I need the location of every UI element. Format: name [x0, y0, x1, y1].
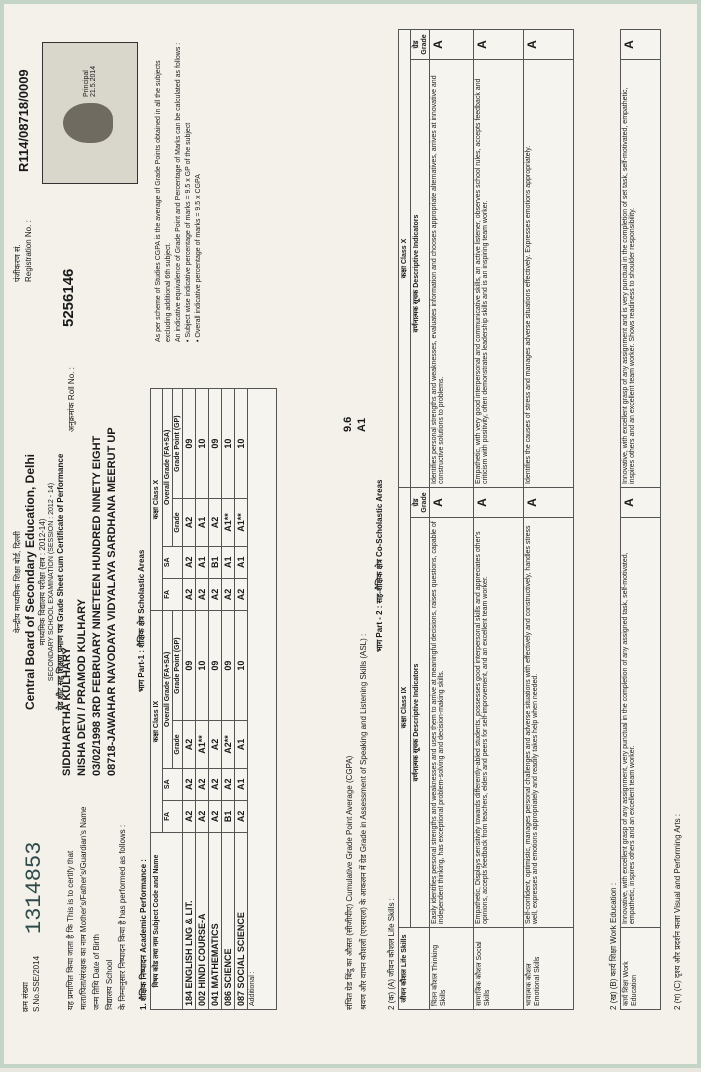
grade-cell: A2 [183, 721, 196, 768]
grade-cell: B1 [222, 800, 235, 832]
exam-title: SECONDARY SCHOOL EXAMINATION (SESSION : 2012 - 14) [48, 482, 55, 682]
grade-cell: A1** [196, 721, 209, 768]
skill-grade: A [524, 487, 574, 517]
skill-grade: A [474, 487, 524, 517]
dob-label: जन्म तिथि Date of Birth [92, 934, 101, 1010]
work-grade: A [621, 488, 661, 518]
work-name: कार्य शिक्षा Work Education [621, 928, 661, 1010]
serial-number: 1314853 [22, 841, 47, 934]
grade-cell: A2 [235, 800, 248, 832]
col-head: Grade [173, 499, 183, 546]
grade-cell: A2 [183, 578, 196, 610]
col-head: Grade Point (GP) [173, 611, 183, 721]
subject-cell: 086 SCIENCE [222, 833, 235, 1010]
subject-head: विषय कोड तथा नाम Subject Code and Name [151, 833, 183, 1010]
subject-cell: 041 MATHEMATICS [209, 833, 222, 1010]
table-row [524, 29, 574, 1009]
grade-cell: A2 [196, 768, 209, 800]
grade-cell: A1** [235, 499, 248, 546]
note: • Subject wise indicative percentage of marks = 9.5 x GP of the subject [185, 122, 192, 342]
grade-cell: A2 [183, 499, 196, 546]
grade-cell: A1 [235, 546, 248, 578]
photo-stamp: Principal 21.5.2014 [83, 65, 97, 97]
certificate-title: ग्रेड शीट सह शिक्षण प्रमाण पत्र Grade Sheet cum Certificate of Performance [56, 453, 65, 711]
table-row [474, 29, 524, 1009]
note: As per scheme of Studies CGPA is the average of Grade Points obtained in all the subjects excluding additional 6th subject. [155, 60, 172, 342]
grade-cell: A2 [183, 800, 196, 832]
person-silhouette-icon [63, 103, 113, 143]
board-hindi: केन्द्रीय माध्यमिक शिक्षा बोर्ड, दिल्ली [13, 531, 22, 633]
sno-label: S.No.SSE/2014 [32, 955, 41, 1012]
grade-cell: 09 [183, 611, 196, 721]
work-education-head: 2 (ख) (B) कार्य शिक्षा Work Education : [609, 882, 618, 1010]
roll-label: अनुक्रमांक Roll No. : [67, 367, 76, 432]
scholastic-table [150, 388, 277, 1010]
col-head: Grade Point (GP) [173, 389, 183, 499]
skill-desc: Self-confident, optimistic, manages personal challenges and adverse situations with effectively and constructively, handles stress well, expresses and emotions appropriately and readily takes help when needed. [524, 518, 574, 928]
board-title: Central Board of Secondary Education, Delhi [23, 453, 37, 711]
grade-cell: A2 [222, 578, 235, 610]
skill-desc: Identifies personal strengths and weaknesses, evaluates information and chooses appropriate alternatives, arrives at innovative and constructive solutions to problems. [430, 59, 474, 487]
skill-name: चिंतन कौशल Thinking Skills [430, 928, 474, 1010]
table-row [430, 29, 474, 1009]
grade-cell: A1 [235, 721, 248, 768]
reg-label: Registration No. : [24, 220, 33, 282]
skill-grade: A [524, 29, 574, 59]
desc-head: वर्णनात्मक सूचक Descriptive Indicators [411, 518, 430, 928]
work-desc: Innovative, with excellent grasp of any assignment, very punctual in the completion of any assigned task, self-motivated, empathetic, inspires others and an excellent team worker. [621, 518, 661, 928]
grade-cell: A2 [209, 768, 222, 800]
desc-head: वर्णनात्मक सूचक Descriptive Indicators [411, 59, 430, 487]
table-row [621, 30, 661, 1010]
grade-cell: 09 [183, 389, 196, 499]
grade-head: ग्रेड Grade [411, 29, 430, 59]
student-name: SIDDHARTHA KULHARY [61, 647, 73, 776]
grade-cell: A2 [209, 800, 222, 832]
col-head: Grade [173, 721, 183, 768]
subject-cell: 087 SOCIAL SCIENCE [235, 833, 248, 1010]
overall-head: Overall Grade (FA+SA) [163, 389, 173, 547]
reg-hindi: पंजीकरण सं. [13, 244, 22, 282]
grade-cell: 10 [196, 611, 209, 721]
grade-head: ग्रेड Grade [411, 487, 430, 517]
skill-grade: A [430, 487, 474, 517]
grade-cell: A2 [235, 578, 248, 610]
part1-title: भाग Part-1 : शैक्षिक क्षेत्र Scholastic Areas [137, 549, 146, 692]
note: An indicative equivalence of Grade Point and Percentage of Marks can be calculated as follows : [175, 42, 182, 342]
grade-cell: A2 [222, 768, 235, 800]
col-head: FA [163, 578, 183, 610]
school-label: विद्यालय School [105, 959, 114, 1010]
class9-head: कक्षा Class IX [151, 611, 163, 833]
grade-cell: 10 [196, 389, 209, 499]
parents-label: माता/पिता/संरक्षक का नाम Mother's/Father's/Guardian's Name [79, 806, 88, 1010]
table-row [209, 389, 222, 1010]
skill-desc: Easily identifies personal strengths and weaknesses and uses them to arrive at meaningful decisions, raises questions, capable of independent thinking, has exceptional problem-solving and decision-making skills. [430, 518, 474, 928]
cgpa-value: 9.6 [342, 416, 354, 432]
table-row [196, 389, 209, 1010]
grade-cell: A2 [209, 721, 222, 768]
life-skills-col: जीवन कौशल Life Skills [399, 928, 430, 1010]
subject-cell: 002 HINDI COURSE-A [196, 833, 209, 1010]
skill-grade: A [474, 29, 524, 59]
grade-cell: 09 [222, 611, 235, 721]
grade-cell: A2 [196, 578, 209, 610]
grade-cell: A1 [196, 499, 209, 546]
additional-label: Additional : [248, 389, 277, 1010]
class10-head: कक्षा Class X [151, 389, 163, 611]
grade-cell: A2** [222, 721, 235, 768]
col-head: SA [163, 546, 183, 578]
date-of-birth: 03/02/1998 3RD FEBRUARY NINETEEN HUNDRED NINETY EIGHT [91, 435, 103, 776]
academic-section-label: 1. शैक्षिक निष्पादन Academic Performance : [139, 859, 148, 1010]
skill-name: भावात्मक कौशल Emotional Skills [524, 928, 574, 1010]
table-row [183, 389, 196, 1010]
cgpa-label: संचित ग्रेड बिंदु का औसत (सीजीपीए) Cumulative Grade Point Average (CGPA) [345, 755, 354, 1010]
rotated-document [4, 4, 701, 1072]
grade-cell: A2 [183, 768, 196, 800]
overall-head: Overall Grade (FA+SA) [163, 611, 173, 769]
roll-number: 5256146 [60, 268, 77, 327]
grade-cell: A2 [196, 800, 209, 832]
sno-hindi: क्रम संख्या [21, 982, 30, 1012]
parents-name: NISHA DEVI / PRAMOD KULHARY [76, 598, 88, 776]
table-row [222, 389, 235, 1010]
work-grade: A [621, 30, 661, 60]
skill-name: सामाजिक कौशल Social Skills [474, 928, 524, 1010]
arts-head: 2 (ग) (C) दृश्य और प्रदर्शन कला Visual and Performing Arts : [673, 813, 682, 1010]
grade-cell: B1 [209, 546, 222, 578]
class9-col: कक्षा Class IX [399, 487, 411, 927]
grade-cell: A2 [209, 499, 222, 546]
asl-label: श्रवण और वाचन कौशलों (एएसएल) के आकलन में ग्रेड Grade in Assessment of Speaking and Listening Skills (ASL) : [359, 633, 368, 1010]
grade-cell: 09 [209, 611, 222, 721]
skill-desc: Identifies the causes of stress and manages adverse situations effectively. Expresses emotions appropriately. [524, 59, 574, 487]
work-education-table [620, 29, 661, 1010]
skill-desc: Empathetic, with very good interpersonal and communicative skills, an active listener, observes school rules, accepts feedback and criticism with positivity, often demonstrates leadership skills and is an inspiring team worker. [474, 59, 524, 487]
life-skills-head: 2 (क) (A) जीवन कौशल Life Skills : [387, 898, 396, 1010]
registration-number: R114/08718/0009 [16, 69, 31, 172]
grade-cell: A1 [196, 546, 209, 578]
school-name: 08718-JAWAHAR NAVODAYA VIDYALAYA SARDHANA MEERUT UP [106, 427, 118, 776]
grade-cell: 09 [209, 389, 222, 499]
col-head: FA [163, 800, 183, 832]
skill-grade: A [430, 29, 474, 59]
exam-hindi: माध्यमिक विद्यालय परीक्षा (सत्र : 2012-14) [38, 518, 47, 646]
work-desc: Innovative, with excellent grasp of any assignment and is very punctual in the completion of set task, self-motivated, empathetic, inspires others and an excellent team worker. Shows readiness to shoulder responsibility. [621, 60, 661, 488]
table-row [235, 389, 248, 1010]
grade-cell: A1** [222, 499, 235, 546]
grade-cell: A2 [209, 578, 222, 610]
grade-notes [154, 32, 204, 342]
grade-cell: A2 [183, 546, 196, 578]
student-photo [42, 42, 138, 184]
performed-label: के निम्नानुसार निष्पादन किया है has performed as follows : [118, 824, 127, 1010]
part2-title: भाग Part - 2 : सह-शैक्षिक क्षेत्र Co-Scholastic Areas [375, 479, 384, 652]
co-scholastic-table [398, 29, 574, 1010]
skill-desc: Empathetic, Displays sensitivity towards differently-abled students, possesses good interpersonal skills and appreciates other's opinions, accepts feedback from teachers, elders and peers for self-improvement, and an excellent team worker. [474, 518, 524, 928]
asl-value: A1 [356, 417, 368, 432]
col-head: SA [163, 768, 183, 800]
grade-cell: 10 [235, 389, 248, 499]
class10-col: कक्षा Class X [399, 29, 411, 487]
grade-cell: A1 [235, 768, 248, 800]
grade-cell: A1 [222, 546, 235, 578]
grade-cell: 10 [235, 611, 248, 721]
grade-cell: 10 [222, 389, 235, 499]
note: • Overall indicative percentage of marks = 9.5 x CGPA [195, 174, 202, 342]
subject-cell: 184 ENGLISH LNG & LIT. [183, 833, 196, 1010]
certify-label: यह प्रमाणित किया जाता है कि This is to certify that [66, 850, 75, 1010]
